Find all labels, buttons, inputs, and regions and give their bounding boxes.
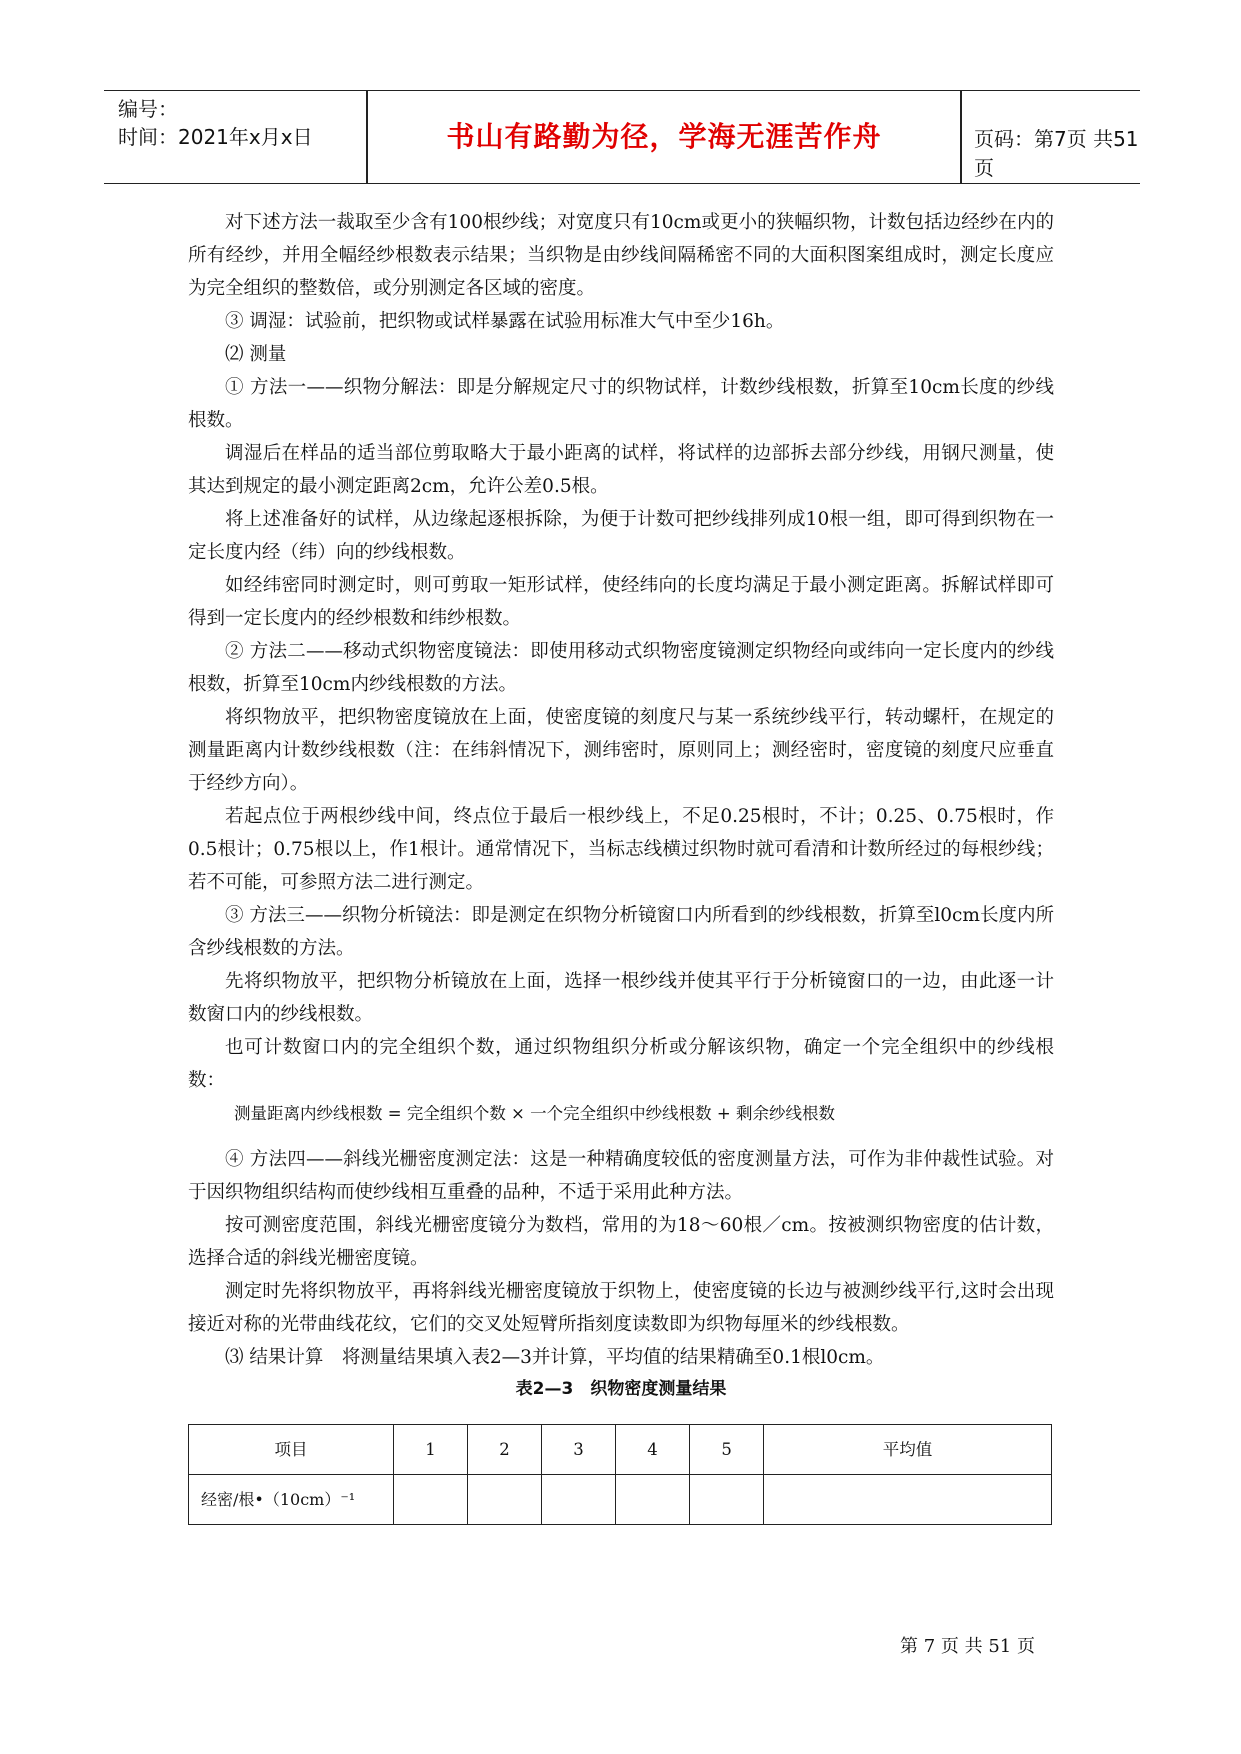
table-cell: [394, 1475, 468, 1525]
paragraph: 将上述准备好的试样，从边缘起逐根拆除，为便于计数可把纱线排列成10根一组，即可得到织物在一定长度内经（纬）向的纱线根数。: [188, 509, 1054, 563]
table-row-label: 经密/根•（10cm）⁻¹: [189, 1475, 394, 1525]
table-header-cell: 3: [542, 1425, 616, 1475]
table-cell: [616, 1475, 690, 1525]
table-header-cell: 项目: [189, 1425, 394, 1475]
paragraph: 测定时先将织物放平，再将斜线光栅密度镜放于织物上，使密度镜的长边与被测纱线平行,这时会出现接近对称的光带曲线花纹，它们的交叉处短臂所指刻度读数即为织物每厘米的纱线根数。: [188, 1281, 1054, 1335]
paragraph: 先将织物放平，把织物分析镜放在上面，选择一根纱线并使其平行于分析镜窗口的一边，由此逐一计数窗口内的纱线根数。: [188, 971, 1054, 1025]
document-body: [188, 206, 1054, 1525]
density-table: [188, 1424, 1052, 1525]
table-cell: [542, 1475, 616, 1525]
table-header-cell: 4: [616, 1425, 690, 1475]
paragraph: 调湿后在样品的适当部位剪取略大于最小距离的试样，将试样的边部拆去部分纱线，用钢尺测量，使其达到规定的最小测定距离2cm，允许公差0.5根。: [188, 443, 1054, 497]
table-cell: [690, 1475, 764, 1525]
paragraph: ② 方法二——移动式织物密度镜法：即使用移动式织物密度镜测定织物经向或纬向一定长度内的纱线根数，折算至10cm内纱线根数的方法。: [188, 641, 1054, 695]
table-row: [189, 1475, 1052, 1525]
paragraph: ③ 方法三——织物分析镜法：即是测定在织物分析镜窗口内所看到的纱线根数，折算至l0cm长度内所含纱线根数的方法。: [188, 905, 1054, 959]
table-header-cell: 5: [690, 1425, 764, 1475]
number-label: 编号：: [118, 97, 178, 121]
paragraph: ① 方法一——织物分解法：即是分解规定尺寸的织物试样，计数纱线根数，折算至10cm长度的纱线根数。: [188, 377, 1054, 431]
header-divider: [366, 91, 368, 183]
table-header-cell: 平均值: [764, 1425, 1052, 1475]
paragraph: ③ 调湿：试验前，把织物或试样暴露在试验用标准大气中至少16h。: [225, 311, 785, 332]
page-footer: 第 7 页 共 51 页: [900, 1636, 1035, 1657]
header-page-label: 页码：第7页 共51页: [974, 127, 1139, 180]
table-header-cell: 2: [468, 1425, 542, 1475]
table-cell: [468, 1475, 542, 1525]
formula: 测量距离内纱线根数 = 完全组织个数 × 一个完全组织中纱线根数 + 剩余纱线根数: [234, 1104, 835, 1123]
table-cell: [764, 1475, 1052, 1525]
paragraph: 按可测密度范围，斜线光栅密度镜分为数档，常用的为18～60根／cm。按被测织物密度的估计数，选择合适的斜线光栅密度镜。: [188, 1215, 1054, 1269]
header-info: [118, 95, 358, 151]
header-motto: 书山有路勤为径，学海无涯苦作舟: [446, 120, 882, 153]
paragraph: 若起点位于两根纱线中间，终点位于最后一根纱线上，不足0.25根时，不计；0.25、0.75根时，作0.5根计；0.75根以上，作1根计。通常情况下，当标志线横过织物时就可看清和计数所经过的每根纱线；若不可能，可参照方法二进行测定。: [188, 806, 1054, 893]
table-header-cell: 1: [394, 1425, 468, 1475]
time-label: 时间：2021年x月x日: [118, 125, 313, 149]
paragraph: ④ 方法四——斜线光栅密度测定法：这是一种精确度较低的密度测量方法，可作为非仲裁性试验。对于因织物组织结构而使纱线相互重叠的品种，不适于采用此种方法。: [188, 1149, 1054, 1203]
paragraph: 也可计数窗口内的完全组织个数，通过织物组织分析或分解该织物，确定一个完全组织中的纱线根数：: [188, 1037, 1054, 1091]
table-header-row: [189, 1425, 1052, 1475]
header-divider: [960, 91, 962, 183]
paragraph: 将织物放平，把织物密度镜放在上面，使密度镜的刻度尺与某一系统纱线平行，转动螺杆，在规定的测量距离内计数纱线根数（注：在纬斜情况下，测纬密时，原则同上；测经密时，密度镜的刻度尺应垂直于经纱方向）。: [188, 707, 1054, 794]
page-header: [104, 90, 1140, 184]
paragraph: ⑶ 结果计算 将测量结果填入表2—3并计算，平均值的结果精确至0.1根l0cm。: [225, 1347, 885, 1368]
paragraph: ⑵ 测量: [225, 344, 287, 365]
paragraph: 如经纬密同时测定时，则可剪取一矩形试样，使经纬向的长度均满足于最小测定距离。拆解试样即可得到一定长度内的经纱根数和纬纱根数。: [188, 575, 1054, 629]
table-caption: 表2—3 织物密度测量结果: [515, 1379, 727, 1399]
paragraph: 对下述方法一裁取至少含有100根纱线；对宽度只有10cm或更小的狭幅织物，计数包括边经纱在内的所有经纱，并用全幅经纱根数表示结果；当织物是由纱线间隔稀密不同的大面积图案组成时，测定长度应为完全组织的整数倍，或分别测定各区域的密度。: [188, 212, 1054, 299]
